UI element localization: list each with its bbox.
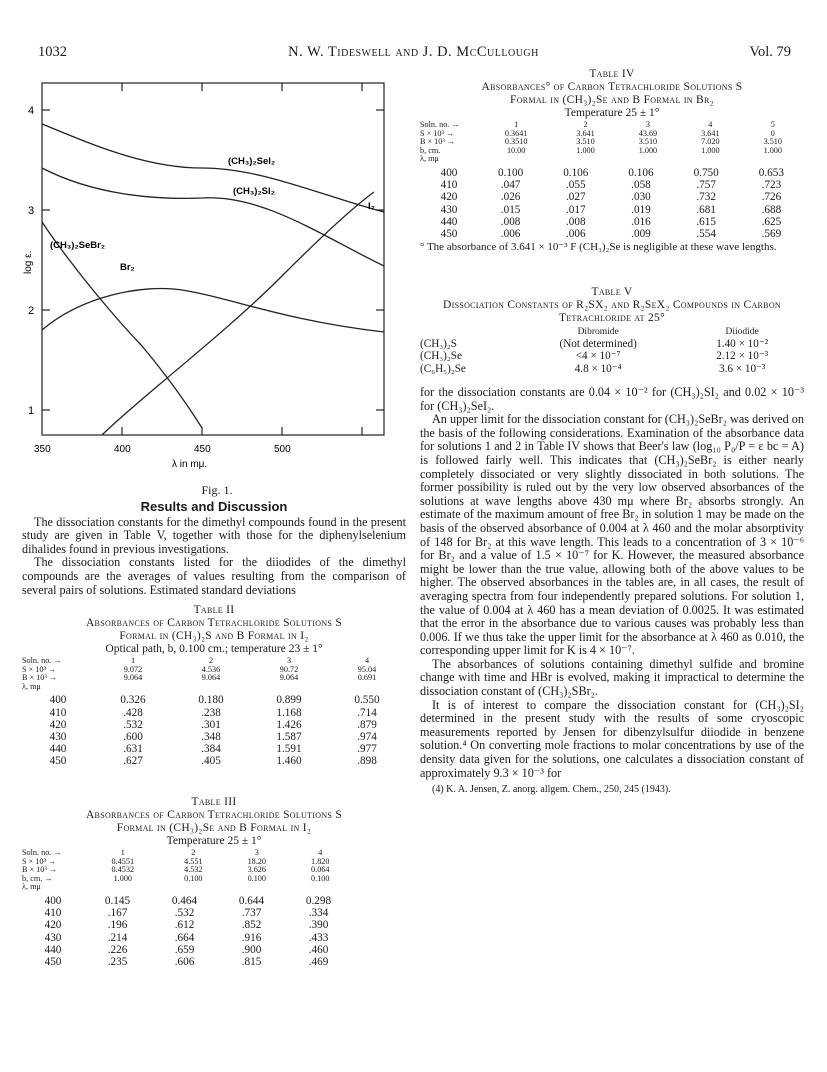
table-row: 440 .008 .008 .016 .615 .625 (440, 215, 782, 228)
curve-label: I₂ (368, 201, 375, 212)
curve-ch3-2-sebr2 (42, 222, 202, 428)
table-row: 420 .026 .027 .030 .732 .726 (440, 191, 782, 204)
table-title: Formal in (CH₃)₂Se and B Formal in Br₂ (510, 94, 714, 106)
y-tick-label: 3 (28, 205, 35, 217)
table-2 (22, 604, 406, 768)
table-row: 430 .214 .664 .916 .433 (44, 931, 329, 944)
table-body (420, 167, 804, 240)
curve-label: (CH₃)₂SeI₂ (228, 156, 276, 167)
table-row: 410 .428 .238 1.168 .714 (49, 706, 377, 719)
page-number: 1032 (38, 44, 67, 60)
table-label: Table II (193, 604, 235, 616)
curve-label: Br₂ (120, 262, 135, 273)
curve-ch3-2-sei2 (42, 124, 384, 212)
table-row: 450 .006 .006 .009 .554 .569 (440, 227, 782, 240)
table-row: 450 .627 .405 1.460 .898 (49, 755, 377, 768)
table-row: 410 .167 .532 .737 .334 (44, 907, 329, 920)
table-body (22, 895, 352, 968)
table-subtitle: Temperature 25 ± 1° (564, 107, 660, 119)
paragraph: It is of interest to compare the dissociation constant for (CH₃)₂SI₂ determined in the present study with the results of some cryoscopic measurements reported by Jensen for dibenzylsulfur diiodide in benzene solution.⁴ On converting mole fractions to molar concentrations by use of the density data given for the solutions, one calculates a dissociation constant of approximately 9.3 × 10⁻³ for (420, 697, 804, 780)
table-row: 400 0.145 0.464 0.644 0.298 (44, 894, 332, 907)
y-axis-label: log ε. (23, 250, 34, 274)
x-tick-label: 500 (274, 444, 291, 455)
table-title: Absorbances° of Carbon Tetrachloride Solutions S (481, 81, 743, 93)
table-5 (420, 286, 804, 375)
x-tick-label: 450 (194, 444, 211, 455)
paragraph: An upper limit for the dissociation constant for (CH₃)₂SeBr₂ was derived on the basis of the following considerations. Examination of the absorbance data for solutions 1 and 2 in Table IV shows that Beer's law (log₁₀ P₀/P = ε bc = A) is followed fairly well. This indicates that (CH₃)₂SeBr₂ is either nearly completely dissociated or very slightly dissociated in both solutions. The former possibility is ruled out by the very low observed absorbances of the solutions at wave lengths above 430 mμ where Br₂ absorbs strongly. An estimate of the maximum amount of free Br₂ in solution 1 may be made on the basis of the observed absorbance of 0.004 at λ 460 and the molar absorptivity of 148 for Br₂ at this wave length. This leads to a concentration of 3 × 10⁻⁶ for Br₂ and a value of 1.5 × 10⁻⁷ for K. However, the measured absorbance might be lower than the true value, allowing both of the above values to be higher. The observed absorbances in the tables are, in all cases, the result of averaging spectra from four independently prepared solutions. For solution 1, the value of 0.004 at λ 460 has a mean deviation of 0.0025. It was estimated that the error in the absorbance due to various causes was probably less than 0.006. If we thus take the upper limit for the absorbance at λ 460 as 0.010, the corresponding upper limit for K is 4 × 10⁻⁷. (420, 412, 804, 658)
paragraph: The dissociation constants listed for the diiodides of the dimethyl compounds are the averages of values resulting from the comparison of several pairs of solutions. Estimated standard deviations (22, 555, 406, 597)
x-axis-label: λ in mμ. (172, 459, 208, 470)
table-row: 450 .235 .606 .815 .469 (44, 955, 329, 968)
x-tick-label: 400 (114, 444, 131, 455)
table-4 (420, 68, 804, 253)
table-row: 430 .015 .017 .019 .681 .688 (440, 203, 782, 216)
table-head: Soln. no. → 1 2 3 4 5 S × 10³ → 0.3641 3.641 43.69 3.641 0 B × 10³ → 0.3510 3.510 3.510 7.020 3.510 b, cm. 10.00 1.000 1.000 1.000 1.000 λ, mμ (420, 120, 782, 164)
table-3 (22, 796, 406, 968)
figure-caption: Fig. 1. (201, 483, 233, 497)
table-title: Formal in (CH₃)₂S and B Formal in I₂ (119, 630, 309, 642)
table-row: 440 .631 .384 1.591 .977 (49, 743, 377, 756)
volume-label: Vol. 79 (749, 44, 791, 60)
table-row: (CH₃)₂S (Not determined) 1.40 × 10⁻² (420, 338, 769, 351)
right-column (420, 386, 804, 796)
section-title: Results and Discussion (140, 499, 288, 514)
table-body (22, 694, 406, 767)
curve-label: (CH₃)₂SeBr₂ (50, 240, 106, 251)
table-title: Absorbances of Carbon Tetrachloride Solutions S (85, 809, 343, 821)
table-body: Dibromide Diiodide (CH₃)₂S (Not determined) 1.40 × 10⁻² (CH₃)₂Se <4 × 10⁻⁷ 2.12 × 10⁻³ (C₆H₅)₂Se 4.8 × 10⁻⁴ 3.6 × 10⁻³ (420, 326, 800, 375)
table-row: 400 0.100 0.106 0.106 0.750 0.653 (440, 166, 784, 179)
table-subtitle: Optical path, b, 0.100 cm.; temperature 23 ± 1° (105, 643, 323, 655)
figure-1 (22, 76, 412, 476)
table-row: 440 .226 .659 .900 .460 (44, 943, 329, 956)
table-label: Table IV (589, 68, 635, 80)
running-title: N. W. Tideswell and J. D. McCullough (288, 44, 539, 60)
table-title: Formal in (CH₃)₂Se and B Formal in I₂ (116, 822, 312, 834)
y-tick-label: 4 (28, 105, 35, 117)
y-tick-label: 1 (28, 405, 35, 417)
left-column (22, 500, 406, 597)
table-row: (C₆H₅)₂Se 4.8 × 10⁻⁴ 3.6 × 10⁻³ (420, 362, 766, 375)
paragraph: The dissociation constants for the dimethyl compounds found in the present study are given in Table V, together with those for the diphenylselenium dihalides found in previous investigations. (22, 514, 406, 556)
curve-ch3-2-si2 (42, 168, 384, 266)
table-row: 430 .600 .348 1.587 .974 (49, 730, 377, 743)
curve-i2 (102, 192, 374, 435)
x-tick-label: 350 (34, 444, 51, 455)
curve-label: (CH₃)₂SI₂ (233, 186, 275, 197)
table-row: 420 .196 .612 .852 .390 (44, 919, 329, 932)
table-row: 410 .047 .055 .058 .757 .723 (440, 179, 782, 192)
paragraph: for the dissociation constants are 0.04 × 10⁻² for (CH₃)₂SI₂ and 0.02 × 10⁻³ for (CH₃)₂SeI₂. (420, 385, 804, 413)
table-row: (CH₃)₂Se <4 × 10⁻⁷ 2.12 × 10⁻³ (420, 350, 769, 363)
reference-4: (4) K. A. Jensen, Z. anorg. allgem. Chem., 250, 245 (1943). (432, 784, 671, 796)
y-tick-label: 2 (28, 305, 35, 317)
table-row: 420 .532 .301 1.426 .879 (49, 718, 377, 731)
table-head: Soln. no. → 1 2 3 4 S × 10³ → 0.4551 4.551 18.20 1.820 B × 10³ → 0.4532 4.532 3.626 0.064 b, cm. → 1.000 0.100 0.100 0.100 λ, mμ (22, 848, 330, 892)
table-head: Soln. no. → 1 2 3 4 S × 10³ → 9.072 4.536 90.72 95.04 B × 10³ → 9.064 9.064 9.064 0.691 λ, mμ (22, 656, 377, 691)
plot-frame (42, 83, 384, 435)
paragraph: The absorbances of solutions containing dimethyl sulfide and bromine change with time and HBr is evolved, making it impractical to determine the dissociation constant of (CH₃)₂SBr₂. (420, 656, 804, 699)
table-label: Table III (191, 796, 237, 808)
curve-br2 (42, 289, 384, 332)
table-title: Dissociation Constants of R₂SX₂ and R₂SeX₂ Compounds in Carbon Tetrachloride at 25° (443, 299, 781, 324)
table-title: Absorbances of Carbon Tetrachloride Solutions S (85, 617, 343, 629)
table-footnote: ° The absorbance of 3.641 × 10⁻³ F (CH₃)₂Se is negligible at these wave lengths. (420, 241, 777, 254)
table-label: Table V (591, 286, 633, 298)
table-row: 400 0.326 0.180 0.899 0.550 (49, 694, 380, 707)
table-subtitle: Temperature 25 ± 1° (166, 835, 262, 847)
